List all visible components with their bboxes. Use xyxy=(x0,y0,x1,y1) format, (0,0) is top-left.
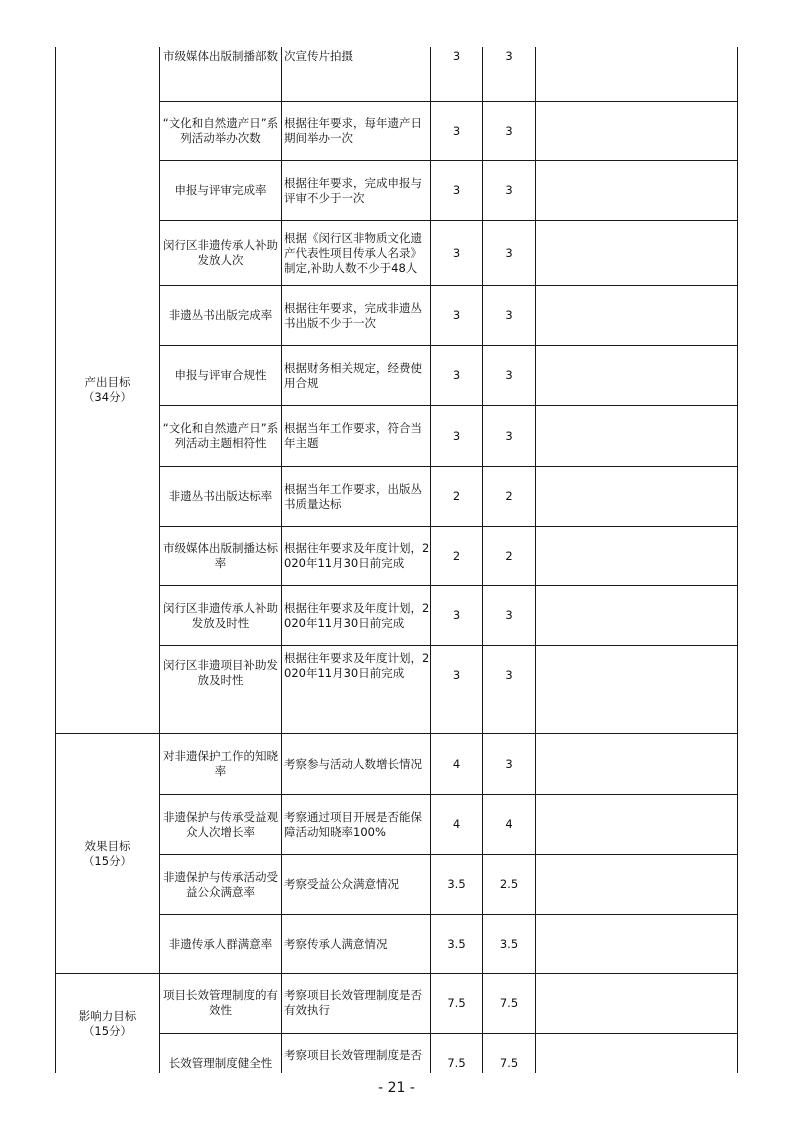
criteria-cell: 考察通过项目开展是否能保障活动知晓率100% xyxy=(284,809,422,839)
category-impact-cell xyxy=(57,974,158,1073)
grid-line xyxy=(737,47,738,1073)
note-cell xyxy=(537,586,737,645)
category-score: （34分） xyxy=(82,390,133,404)
planned-score-cell: 2 xyxy=(452,489,461,503)
note-cell xyxy=(537,467,737,526)
planned-score-cell: 3 xyxy=(452,49,461,63)
actual-score-cell: 4 xyxy=(505,817,513,831)
indicator-cell: 项目长效管理制度的有效性 xyxy=(163,988,278,1017)
criteria-cell: 考察项目长效管理制度是否有效执行 xyxy=(284,988,422,1017)
planned-score-cell: 2 xyxy=(452,548,461,563)
criteria-cell: 根据往年要求及年度计划，2020年11月30日前完成 xyxy=(284,541,430,570)
actual-score-cell: 3 xyxy=(505,245,513,260)
planned-score-cell: 3 xyxy=(452,368,461,382)
note-cell xyxy=(537,527,737,585)
criteria-cell: 根据当年工作要求，符合当年主题 xyxy=(284,421,422,450)
indicator-cell: 闵行区非遗传承人补助发放及时性 xyxy=(163,600,278,630)
actual-score-cell: 3 xyxy=(505,428,513,443)
planned-score-cell: 3 xyxy=(452,668,461,682)
planned-score-cell: 3.5 xyxy=(447,877,466,891)
note-cell xyxy=(537,102,737,160)
actual-score-cell: 7.5 xyxy=(499,996,519,1010)
actual-score-cell: 2 xyxy=(505,489,513,503)
criteria-cell: 根据往年要求，完成申报与评审不少于一次 xyxy=(284,175,422,205)
actual-score-cell: 3 xyxy=(505,49,513,63)
note-cell xyxy=(537,286,737,345)
indicator-cell: 闵行区非遗传承人补助发放人次 xyxy=(163,238,278,267)
category-effect-cell xyxy=(57,734,158,973)
note-cell xyxy=(537,646,737,733)
category-label: 产出目标 xyxy=(84,375,131,389)
planned-score-cell: 3 xyxy=(452,308,461,322)
actual-score-cell: 2 xyxy=(505,548,513,563)
note-cell xyxy=(537,161,737,220)
category-label: 影响力目标 xyxy=(78,1008,137,1023)
indicator-cell: 长效管理制度健全性 xyxy=(168,1056,273,1070)
actual-score-cell: 3 xyxy=(505,123,513,138)
indicator-cell: 市级媒体出版制播部数 xyxy=(163,49,278,63)
planned-score-cell: 7.5 xyxy=(447,996,466,1010)
planned-score-cell: 3 xyxy=(452,428,461,443)
grid-line xyxy=(281,47,282,1073)
criteria-cell: 根据《闵行区非物质文化遗产代表性项目传承人名录》制定,补助人数不少于48人 xyxy=(284,230,422,275)
note-cell xyxy=(537,915,737,973)
note-cell xyxy=(537,1034,737,1073)
category-score: （15分） xyxy=(82,1023,133,1038)
category-score: （15分） xyxy=(82,853,133,868)
category-output-cell xyxy=(57,47,158,733)
planned-score-cell: 4 xyxy=(452,756,461,771)
criteria-cell: 根据当年工作要求，出版丛书质量达标 xyxy=(284,481,422,511)
note-cell xyxy=(537,221,737,285)
actual-score-cell: 3 xyxy=(505,608,513,622)
note-cell xyxy=(537,47,737,101)
indicator-cell: 申报与评审合规性 xyxy=(174,368,267,382)
actual-score-cell: 7.5 xyxy=(499,1056,519,1070)
grid-line xyxy=(535,47,536,1073)
indicator-cell: 闵行区非遗项目补助发放及时性 xyxy=(163,658,278,687)
criteria-cell: 根据财务相关规定，经费使用合规 xyxy=(284,360,422,390)
actual-score-cell: 2.5 xyxy=(499,877,519,891)
criteria-cell: 根据往年要求，每年遗产日期间举办一次 xyxy=(284,116,422,145)
planned-score-cell: 3 xyxy=(452,608,461,622)
note-cell xyxy=(537,734,737,794)
note-cell xyxy=(537,406,737,466)
planned-score-cell: 3.5 xyxy=(447,936,466,951)
note-cell xyxy=(537,795,737,854)
criteria-cell: 考察受益公众满意情况 xyxy=(284,877,399,891)
page-number: - 21 - xyxy=(378,1080,415,1096)
note-cell xyxy=(537,974,737,1033)
indicator-cell: 非遗保护与传承受益观众人次增长率 xyxy=(163,809,278,839)
planned-score-cell: 4 xyxy=(452,817,461,831)
criteria-cell: 根据往年要求及年度计划，2020年11月30日前完成 xyxy=(284,651,430,680)
indicator-cell: 非遗保护与传承活动受益公众满意率 xyxy=(163,869,278,899)
indicator-cell: 非遗丛书出版达标率 xyxy=(168,489,273,503)
actual-score-cell: 3 xyxy=(505,183,513,197)
category-label: 效果目标 xyxy=(84,838,131,853)
actual-score-cell: 3 xyxy=(505,668,513,682)
note-cell xyxy=(537,346,737,405)
criteria-cell: 次宣传片拍摄 xyxy=(284,49,353,63)
actual-score-cell: 3.5 xyxy=(499,936,519,951)
indicator-cell: “文化和自然遗产日”系列活动主题相符性 xyxy=(162,421,279,450)
planned-score-cell: 3 xyxy=(452,183,461,197)
planned-score-cell: 7.5 xyxy=(447,1056,466,1070)
actual-score-cell: 3 xyxy=(505,308,513,322)
criteria-cell: 考察参与活动人数增长情况 xyxy=(284,756,422,771)
criteria-cell: 考察项目长效管理制度是否 xyxy=(284,1048,422,1062)
note-cell xyxy=(537,855,737,914)
indicator-cell: 非遗传承人群满意率 xyxy=(168,936,273,951)
planned-score-cell: 3 xyxy=(452,245,461,260)
actual-score-cell: 3 xyxy=(505,368,513,382)
indicator-cell: 非遗丛书出版完成率 xyxy=(168,308,273,322)
indicator-cell: 对非遗保护工作的知晓率 xyxy=(163,749,278,778)
indicator-cell: “文化和自然遗产日”系列活动举办次数 xyxy=(162,116,279,145)
actual-score-cell: 3 xyxy=(505,756,513,771)
grid-line xyxy=(55,47,56,1073)
indicator-cell: 申报与评审完成率 xyxy=(174,183,267,197)
planned-score-cell: 3 xyxy=(452,123,461,138)
criteria-cell: 考察传承人满意情况 xyxy=(284,936,388,951)
criteria-cell: 根据往年要求，完成非遗丛书出版不少于一次 xyxy=(284,300,422,330)
criteria-cell: 根据往年要求及年度计划，2020年11月30日前完成 xyxy=(284,600,430,630)
indicator-cell: 市级媒体出版制播达标率 xyxy=(163,541,278,570)
